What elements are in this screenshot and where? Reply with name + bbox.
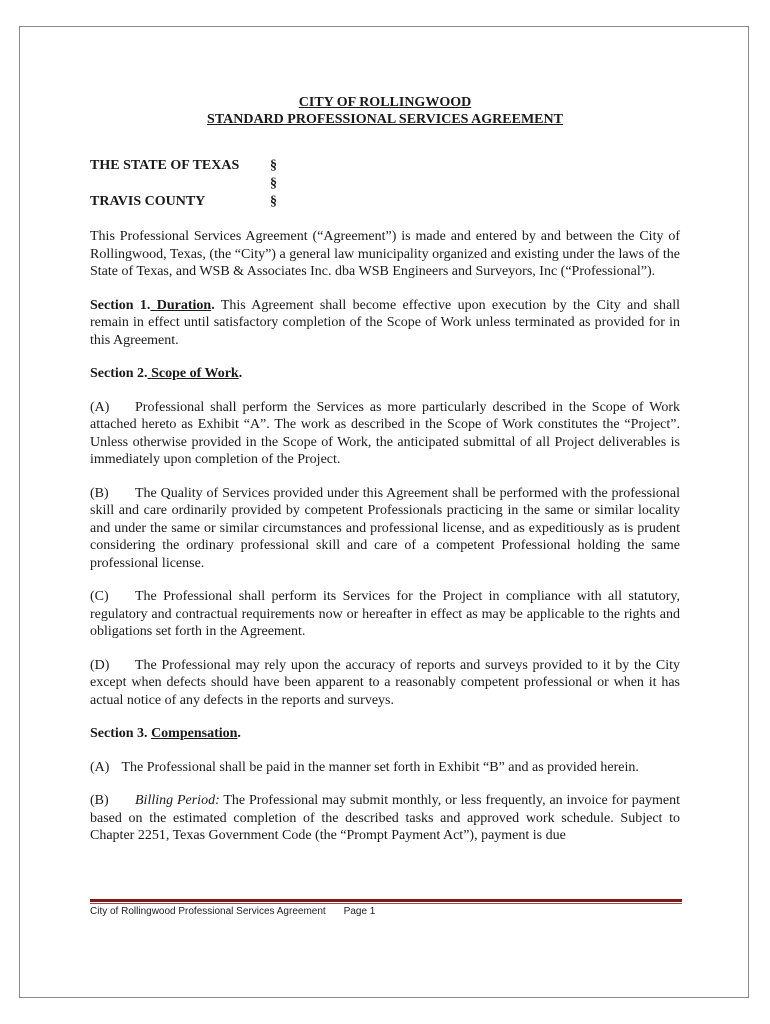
para-a-text: Professional shall perform the Services as more particularly described in the Scope of Work attached hereto as Exhibit “A”. The work as described in the Scope of Work constitutes the “Project”. Unless otherwise provided in the Scope of Work, the anticipated submittal of all Project deliverables is immediately upon completion of the Project. bbox=[90, 399, 680, 467]
section-2-label: Section 2. bbox=[90, 366, 148, 381]
section-2-para-d bbox=[90, 657, 680, 710]
section-2-para-c bbox=[90, 588, 680, 641]
section-3-label: Section 3. bbox=[90, 726, 148, 741]
section-2-heading-row: Section 2. Scope of Work. bbox=[90, 366, 243, 381]
section-1-heading: Duration bbox=[150, 297, 212, 313]
s3-para-a-text: The Professional shall be paid in the manner set forth in Exhibit “B” and as provided herein. bbox=[121, 759, 639, 775]
para-c-text: The Professional shall perform its Services for the Project in compliance with all statutory, regulatory and contractual requirements now or hereafter in effect as may be applicable to the rights and obligations set forth in the Agreement. bbox=[90, 589, 680, 639]
section-2-heading: Scope of Work bbox=[147, 366, 239, 381]
para-a-marker: (A) bbox=[90, 399, 110, 415]
page-footer bbox=[90, 906, 375, 917]
caption-county: TRAVIS COUNTY bbox=[90, 194, 206, 209]
section-1: Section 1. Duration. This Agreement shall become effective upon execution by the City and shall remain in effect until satisfactory completion of the Scope of Work unless terminated as provided for in this Agreement. bbox=[90, 297, 680, 348]
para-d-text: The Professional may rely upon the accuracy of reports and surveys provided to it by the City except when defects should have been apparent to a reasonably competent professional or when it has actual notice of any defects in the reports and surveys. bbox=[90, 657, 680, 708]
section-3-para-b bbox=[90, 792, 680, 845]
section-3-heading: Compensation bbox=[151, 726, 238, 741]
section-symbol-1: § bbox=[270, 158, 277, 173]
para-b-marker: (B) bbox=[90, 485, 109, 501]
document-title bbox=[90, 94, 680, 128]
document-body bbox=[90, 94, 680, 845]
section-2-para-b bbox=[90, 485, 680, 573]
section-symbol-3: § bbox=[270, 194, 277, 209]
section-1-text: This Agreement shall become effective upon execution by the City and shall remain in effect until satisfactory completion of the Scope of Work unless terminated as provided for in this Agreement. bbox=[90, 297, 680, 348]
para-b-text: The Quality of Services provided under this Agreement shall be performed with the professional skill and care ordinarily provided by competent Professionals practicing in the same or similar locality and under the same or similar circumstances and professional license, and as expeditiously as is prudent considering the ordinary professional skill and care of a competent Professional holding the same professional license. bbox=[90, 485, 680, 571]
intro-paragraph: This Professional Services Agreement (“Agreement”) is made and entered by and between the City of Rollingwood, Texas, (the “City”) a general law municipality organized and existing under the laws of the State of Texas, and WSB & Associates Inc. dba WSB Engineers and Surveyors, Inc (“Professional”). bbox=[90, 229, 680, 279]
para-c-marker: (C) bbox=[90, 589, 109, 604]
s3-para-b-italic: Billing Period: bbox=[135, 793, 220, 808]
section-symbol-2: § bbox=[270, 176, 277, 191]
section-3-heading-row: Section 3. Compensation. bbox=[90, 726, 241, 741]
section-1-label: Section 1. bbox=[90, 297, 151, 313]
section-3-para-a bbox=[90, 759, 680, 777]
title-line-2: STANDARD PROFESSIONAL SERVICES AGREEMENT bbox=[207, 112, 563, 127]
footer-doc-name: City of Rollingwood Professional Services Agreement bbox=[90, 906, 326, 917]
s3-para-b-text: The Professional may submit monthly, or less frequently, an invoice for payment based on the estimated completion of the described tasks and approved work schedule. Subject to Chapter 2251, Texas Government Code (the “Prompt Payment Act”), payment is due bbox=[90, 793, 680, 843]
para-d-marker: (D) bbox=[90, 657, 110, 673]
s3-para-b-marker: (B) bbox=[90, 793, 109, 808]
case-caption bbox=[90, 157, 680, 211]
caption-state: THE STATE OF TEXAS bbox=[90, 158, 240, 173]
footer-rule bbox=[90, 899, 682, 902]
title-line-1: CITY OF ROLLINGWOOD bbox=[298, 95, 472, 110]
s3-para-a-marker: (A) bbox=[90, 759, 110, 775]
footer-rule-thin bbox=[90, 903, 682, 904]
footer-page-number: Page 1 bbox=[343, 906, 376, 917]
section-2-para-a bbox=[90, 399, 680, 469]
